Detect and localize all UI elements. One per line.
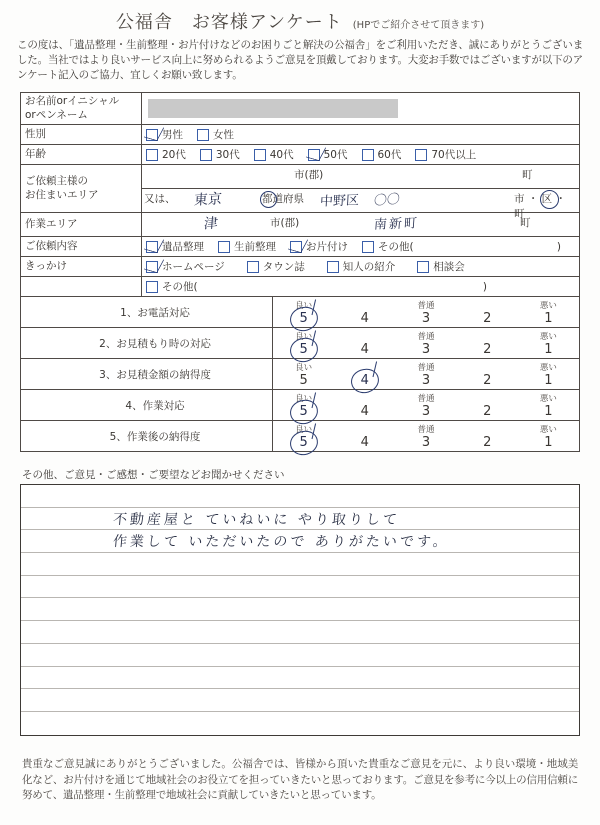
checkbox-icon[interactable] [197,129,209,141]
rating-row-price [21,359,580,390]
checkbox-checked-icon[interactable] [308,149,320,161]
rating-option-5[interactable] [273,425,334,450]
trigger-option-group [146,259,575,274]
rating-scale-3 [273,359,580,390]
rating-value: 3 [421,342,431,357]
trigger-option-homepage-label: ホームページ [162,261,225,274]
rating-value: 2 [483,404,492,419]
age-option-group [146,147,575,162]
address-town-unit: 町 [522,169,533,182]
request-option-group [146,239,575,254]
page-title [0,8,600,34]
age-option-30s[interactable] [200,147,240,162]
handwriting-scribble: 〇〇 [373,192,401,210]
trigger-options-cell [142,257,580,277]
comment-line[interactable] [21,485,579,508]
checkbox-icon[interactable] [146,149,158,161]
table-row-work-area [21,213,580,237]
rating-option-4[interactable] [334,373,395,388]
rating-scale-4 [273,390,580,421]
work-city-unit: 市(郡) [270,217,300,230]
scale-caption-bad: 悪い [539,425,557,435]
table-row-address-units [21,165,580,189]
checkbox-icon[interactable] [415,149,427,161]
rating-option-4[interactable] [334,404,395,419]
trigger-option-homepage[interactable] [146,259,225,274]
rating-option-5[interactable] [273,301,334,326]
rating-value: 2 [483,311,492,326]
checkbox-checked-icon[interactable] [146,241,158,253]
trigger-option-town-magazine-label: タウン誌 [262,261,305,274]
scale-caption-good: 良い [295,301,313,311]
checkbox-checked-icon[interactable] [146,261,158,273]
handwriting-prefecture: 東京 [193,191,223,210]
rating-value: 2 [483,373,492,388]
scale-caption-bad: 悪い [539,394,557,404]
rating-question-4-label: 4、作業対応 [21,390,273,421]
checkbox-icon[interactable] [417,261,429,273]
checkbox-icon[interactable] [362,149,374,161]
rating-option-3[interactable] [395,425,456,450]
scale-caption-normal: 普通 [417,394,435,404]
handwriting-work-town: 南新町 [373,216,420,234]
respondent-info-table [20,92,580,297]
request-option-other[interactable] [362,239,561,254]
comment-line[interactable] [21,689,579,712]
rating-scale-group [273,358,579,390]
rating-value: 3 [421,373,431,388]
checkbox-icon[interactable] [200,149,212,161]
rating-option-4[interactable] [334,342,395,357]
age-option-40s[interactable] [254,147,294,162]
scale-caption-good: 良い [295,425,313,435]
scale-caption-good: 良い [295,332,313,342]
age-option-60s[interactable] [362,147,402,162]
rating-value: 2 [483,342,492,357]
rating-value: 5 [299,373,308,388]
request-option-tidying-label: お片付け [306,241,348,254]
rating-value: 5 [299,404,308,419]
checkbox-icon[interactable] [254,149,266,161]
rating-option-2[interactable] [457,342,518,357]
request-option-pre-death-cleanup-label: 生前整理 [234,241,276,254]
address-city-unit: 市(郡) [294,169,324,182]
checkbox-icon[interactable] [218,241,230,253]
address-or-prefix: 又は、 [144,193,176,206]
trigger-other-empty-label [21,277,142,297]
work-area-label: 作業エリア [21,213,142,237]
rating-option-3[interactable] [395,363,456,388]
gender-option-male-label: 男性 [162,129,183,142]
name-label-line1: お名前orイニシャル [25,95,120,107]
footer-thanks-text: 貴重なご意見誠にありがとうございました。公福舎では、皆様から頂いた貴重なご意見を元に、より良い環境・地域美化など、お片付けを通じて地域社会のお役立てを担っていきたいと思っております。ご意見を参考に今以上の信用信頼に努めて、遺品整理・生前整理で地域社会に貢献していきたいと思っています。 [22,758,578,801]
rating-option-4[interactable] [334,311,395,326]
trigger-option-referral[interactable] [327,259,396,274]
rating-option-1[interactable] [518,301,579,326]
rating-option-3[interactable] [395,301,456,326]
page-title-subtitle: (HPでご紹介させて頂きます) [352,20,485,31]
scale-caption-bad: 悪い [539,363,557,373]
work-area-cell[interactable] [142,213,580,237]
rating-row-phone [21,297,580,328]
checkbox-icon[interactable] [327,261,339,273]
scale-caption-normal: 普通 [417,332,435,342]
address-pref-cell[interactable] [142,189,580,221]
comment-line[interactable] [21,530,579,553]
rating-option-1[interactable] [518,394,579,419]
handwritten-comment-line-1: 不動産屋と ていねいに やり取りして [112,511,401,528]
scale-caption-bad: 悪い [539,332,557,342]
gender-option-group [146,127,575,142]
rating-option-2[interactable] [457,311,518,326]
address-pref-unit: 都道府県 [262,193,304,206]
rating-value: 4 [360,373,369,388]
name-label-line2: orペンネーム [25,108,88,121]
rating-question-1-label: 1、お電話対応 [21,297,273,328]
address-label-line1: ご依頼主様の [25,175,88,188]
table-row-age [21,145,580,165]
request-option-estate-cleanup[interactable] [146,239,204,254]
rating-scale-group [273,296,579,328]
rating-option-5[interactable] [273,394,334,419]
rating-scale-group [273,389,579,421]
rating-question-2-label: 2、お見積もり時の対応 [21,328,273,359]
handwriting-work-pref: 津 [203,215,219,233]
age-option-20s-label: 20代 [162,149,186,162]
scale-caption-normal: 普通 [417,363,435,373]
address-suffix-unit: 市 ・ 区 ・ 町 [514,193,567,221]
rating-value: 4 [360,435,369,450]
rating-row-after [21,421,580,452]
rating-option-1[interactable] [518,425,579,450]
comments-box[interactable] [20,484,580,736]
checkbox-icon[interactable] [362,241,374,253]
comment-line[interactable] [21,712,579,735]
rating-row-quote [21,328,580,359]
rating-option-3[interactable] [395,394,456,419]
rating-scale-5 [273,421,580,452]
table-row-gender [21,125,580,145]
gender-option-female[interactable] [197,127,234,142]
gender-option-male[interactable] [146,127,183,142]
handwritten-comment-line-2: 作業して いただいたので ありがたいです。 [112,534,451,551]
rating-question-5-label: 5、作業後の納得度 [21,421,273,452]
age-option-50s[interactable] [308,147,348,162]
rating-option-1[interactable] [518,363,579,388]
request-options-cell [142,237,580,257]
request-option-pre-death-cleanup[interactable] [218,239,276,254]
table-row-name [21,93,580,125]
rating-value: 1 [544,404,553,419]
request-label: ご依頼内容 [21,237,142,257]
page-title-main: 公福舎 お客様アンケート [115,12,343,33]
trigger-option-seminar[interactable] [417,259,465,274]
age-option-20s[interactable] [146,147,186,162]
rating-question-3-label: 3、お見積金額の納得度 [21,359,273,390]
address-label-line2: お住まいエリア [25,188,99,201]
rating-value: 3 [421,404,431,419]
intro-paragraph: この度は、「遺品整理・生前整理・お片付けなどのお困りごと解決の公福舎」をご利用いただき、誠にありがとうございました。当社ではより良いサービス向上に努められるようご意見を頂戴しております。大変お手数ではございますが以下のアンケート記入のご協力、宜しくお願い致します。 [17,39,583,81]
comment-line[interactable] [21,667,579,690]
name-label [21,93,142,125]
rating-option-4[interactable] [334,435,395,450]
rating-scale-group [273,327,579,359]
comment-line[interactable] [21,621,579,644]
age-option-70s-plus-label: 70代以上 [431,149,477,162]
checkbox-icon[interactable] [146,281,158,293]
rating-value: 1 [544,435,553,450]
rating-value: 3 [421,311,431,326]
age-option-30s-label: 30代 [215,149,240,162]
rating-row-work [21,390,580,421]
rating-value: 4 [360,404,369,419]
rating-value: 4 [360,311,369,326]
rating-scale-2 [273,328,580,359]
table-row-trigger-other [21,277,580,297]
rating-scale-group [273,420,579,452]
redacted-name-bar [148,99,398,118]
checkbox-icon[interactable] [247,261,259,273]
comments-label: その他、ご意見・ご感想・ご要望などお聞かせください [22,469,285,481]
age-option-70s-plus[interactable] [415,147,476,162]
rating-value: 4 [360,342,369,357]
rating-value: 1 [544,373,553,388]
scale-caption-good: 良い [295,363,313,373]
rating-option-5[interactable] [273,363,334,388]
comment-line[interactable] [21,644,579,667]
request-option-estate-cleanup-label: 遺品整理 [162,241,204,254]
handwriting-ward: 中野区 [319,193,360,210]
rating-value: 5 [299,435,308,450]
trigger-other-cell [142,277,580,297]
checkbox-checked-icon[interactable] [290,241,302,253]
trigger-other-group [146,279,575,294]
trigger-other-label: その他( [162,281,198,294]
table-row-trigger [21,257,580,277]
age-option-60s-label: 60代 [377,149,402,162]
address-units-cell[interactable] [142,165,580,189]
rating-option-2[interactable] [457,404,518,419]
name-value-cell[interactable] [142,93,580,125]
trigger-option-referral-label: 知人の紹介 [342,261,396,274]
satisfaction-rating-table [20,296,580,452]
trigger-option-seminar-label: 相談会 [433,261,465,274]
rating-option-2[interactable] [457,435,518,450]
scale-caption-bad: 悪い [539,301,557,311]
rating-option-3[interactable] [395,332,456,357]
rating-value: 1 [544,311,553,326]
rating-value: 5 [299,311,308,326]
trigger-other-paren-close: ) [482,280,487,293]
rating-value: 5 [299,342,308,357]
scale-caption-normal: 普通 [417,301,435,311]
trigger-label: きっかけ [21,257,142,277]
comment-line[interactable] [21,553,579,576]
comment-line[interactable] [21,598,579,621]
request-option-tidying[interactable] [290,239,348,254]
table-row-request [21,237,580,257]
rating-option-5[interactable] [273,332,334,357]
age-option-40s-label: 40代 [269,149,294,162]
age-option-50s-label: 50代 [323,149,348,162]
work-town-unit: 町 [520,217,531,230]
trigger-option-town-magazine[interactable] [247,259,305,274]
gender-label: 性別 [21,125,142,145]
request-other-paren-close: ) [556,240,561,253]
address-label [21,165,142,213]
comment-line[interactable] [21,576,579,599]
comment-line[interactable] [21,508,579,531]
rating-value: 2 [483,435,492,450]
scale-caption-good: 良い [295,394,313,404]
rating-option-1[interactable] [518,332,579,357]
gender-options-cell [142,125,580,145]
age-label: 年齢 [21,145,142,165]
rating-value: 1 [544,342,553,357]
rating-scale-1 [273,297,580,328]
scale-caption-normal: 普通 [417,425,435,435]
rating-value: 3 [421,435,431,450]
trigger-option-other[interactable] [146,279,575,294]
gender-option-female-label: 女性 [213,129,234,142]
request-option-other-label: その他( [378,241,414,254]
age-options-cell [142,145,580,165]
checkbox-checked-icon[interactable] [146,129,158,141]
rating-option-2[interactable] [457,373,518,388]
